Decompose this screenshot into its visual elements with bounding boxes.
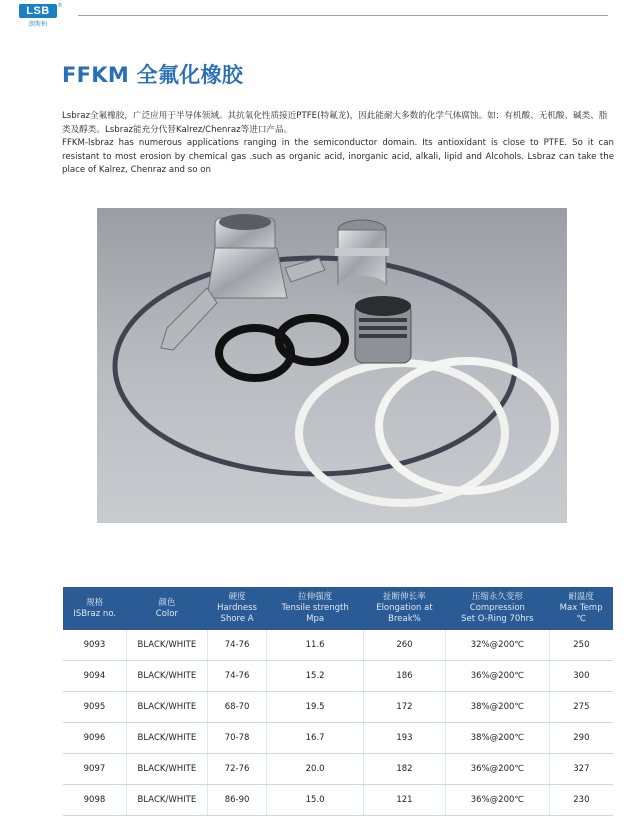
logo-subtext: 朗斯柏 (28, 21, 47, 28)
table-row (63, 723, 613, 754)
cell-max-temp: 275 (549, 692, 613, 723)
cell-compression: 38%@200℃ (445, 723, 549, 754)
header-model: 规格 ISBraz no. (63, 587, 126, 630)
header-elongation: 扯断伸长率 Elongation at Break% (363, 587, 445, 630)
cell-color: BLACK/WHITE (126, 661, 207, 692)
header-compression: 压缩永久变形 Compression Set O-Ring 70hrs (445, 587, 549, 630)
cell-hardness: 70-78 (207, 723, 266, 754)
header-max-temp: 耐温度 Max Temp ℃ (549, 587, 613, 630)
cell-model: 9095 (63, 692, 126, 723)
intro-en: FFKM-lsbraz has numerous applications ranging in the semiconductor domain. Its antioxidant is close to PTFE. So it can resistant to most erosion by chemical gas .such as organic acid, inorganic acid, alkali, lipid and Alcohols. Lsbraz can take the place of Kalrez, Chenraz and so on (62, 138, 614, 175)
cell-compression: 36%@200℃ (445, 785, 549, 816)
cell-compression: 32%@200℃ (445, 630, 549, 661)
mechanical-seal (355, 296, 411, 363)
spec-table (63, 587, 613, 816)
cell-tensile: 15.2 (267, 661, 364, 692)
registered-mark: ® (58, 3, 62, 9)
logo-text: LSB (19, 4, 57, 18)
intro-zh: Lsbraz全氟橡胶，广泛应用于半导体领域。其抗氧化性质接近PTFE(特氟龙)，因此能耐大多数的化学气体腐蚀。如：有机酸、无机酸、碱类、脂类及醇类。Lsbraz能充分代替Kalrez/Chenraz等进口产品。 (62, 111, 608, 135)
cell-model: 9096 (63, 723, 126, 754)
cell-hardness: 74-76 (207, 630, 266, 661)
table-row (63, 785, 613, 816)
cell-tensile: 19.5 (267, 692, 364, 723)
cell-hardness: 72-76 (207, 754, 266, 785)
cell-color: BLACK/WHITE (126, 723, 207, 754)
cell-hardness: 68-70 (207, 692, 266, 723)
camlock-adapter-male (335, 220, 389, 294)
header-hardness: 硬度 Hardness Shore A (207, 587, 266, 630)
cell-model: 9098 (63, 785, 126, 816)
cell-color: BLACK/WHITE (126, 785, 207, 816)
table-row (63, 630, 613, 661)
cell-max-temp: 327 (549, 754, 613, 785)
cell-compression: 38%@200℃ (445, 692, 549, 723)
intro-text (62, 110, 614, 178)
cell-color: BLACK/WHITE (126, 630, 207, 661)
cell-color: BLACK/WHITE (126, 754, 207, 785)
cell-compression: 36%@200℃ (445, 754, 549, 785)
cell-hardness: 86-90 (207, 785, 266, 816)
table-row (63, 754, 613, 785)
page-title: FFKM 全氟化橡胶 (62, 63, 244, 87)
header-rule (78, 15, 608, 16)
cell-elongation: 121 (363, 785, 445, 816)
cell-color: BLACK/WHITE (126, 692, 207, 723)
header-tensile: 拉伸强度 Tensile strength Mpa (267, 587, 364, 630)
table-row (63, 661, 613, 692)
spec-table-header (63, 587, 613, 630)
table-row (63, 692, 613, 723)
header-color: 颜色 Color (126, 587, 207, 630)
cell-tensile: 16.7 (267, 723, 364, 754)
cell-elongation: 260 (363, 630, 445, 661)
cell-max-temp: 290 (549, 723, 613, 754)
cell-elongation: 182 (363, 754, 445, 785)
cell-elongation: 172 (363, 692, 445, 723)
product-photo (97, 208, 567, 523)
cell-tensile: 15.0 (267, 785, 364, 816)
cell-elongation: 193 (363, 723, 445, 754)
cell-model: 9093 (63, 630, 126, 661)
cell-hardness: 74-76 (207, 661, 266, 692)
cell-max-temp: 250 (549, 630, 613, 661)
cell-max-temp: 300 (549, 661, 613, 692)
brand-logo (19, 4, 61, 30)
cell-model: 9094 (63, 661, 126, 692)
cell-max-temp: 230 (549, 785, 613, 816)
cell-tensile: 20.0 (267, 754, 364, 785)
cell-tensile: 11.6 (267, 630, 364, 661)
cell-elongation: 186 (363, 661, 445, 692)
cell-model: 9097 (63, 754, 126, 785)
cell-compression: 36%@200℃ (445, 661, 549, 692)
